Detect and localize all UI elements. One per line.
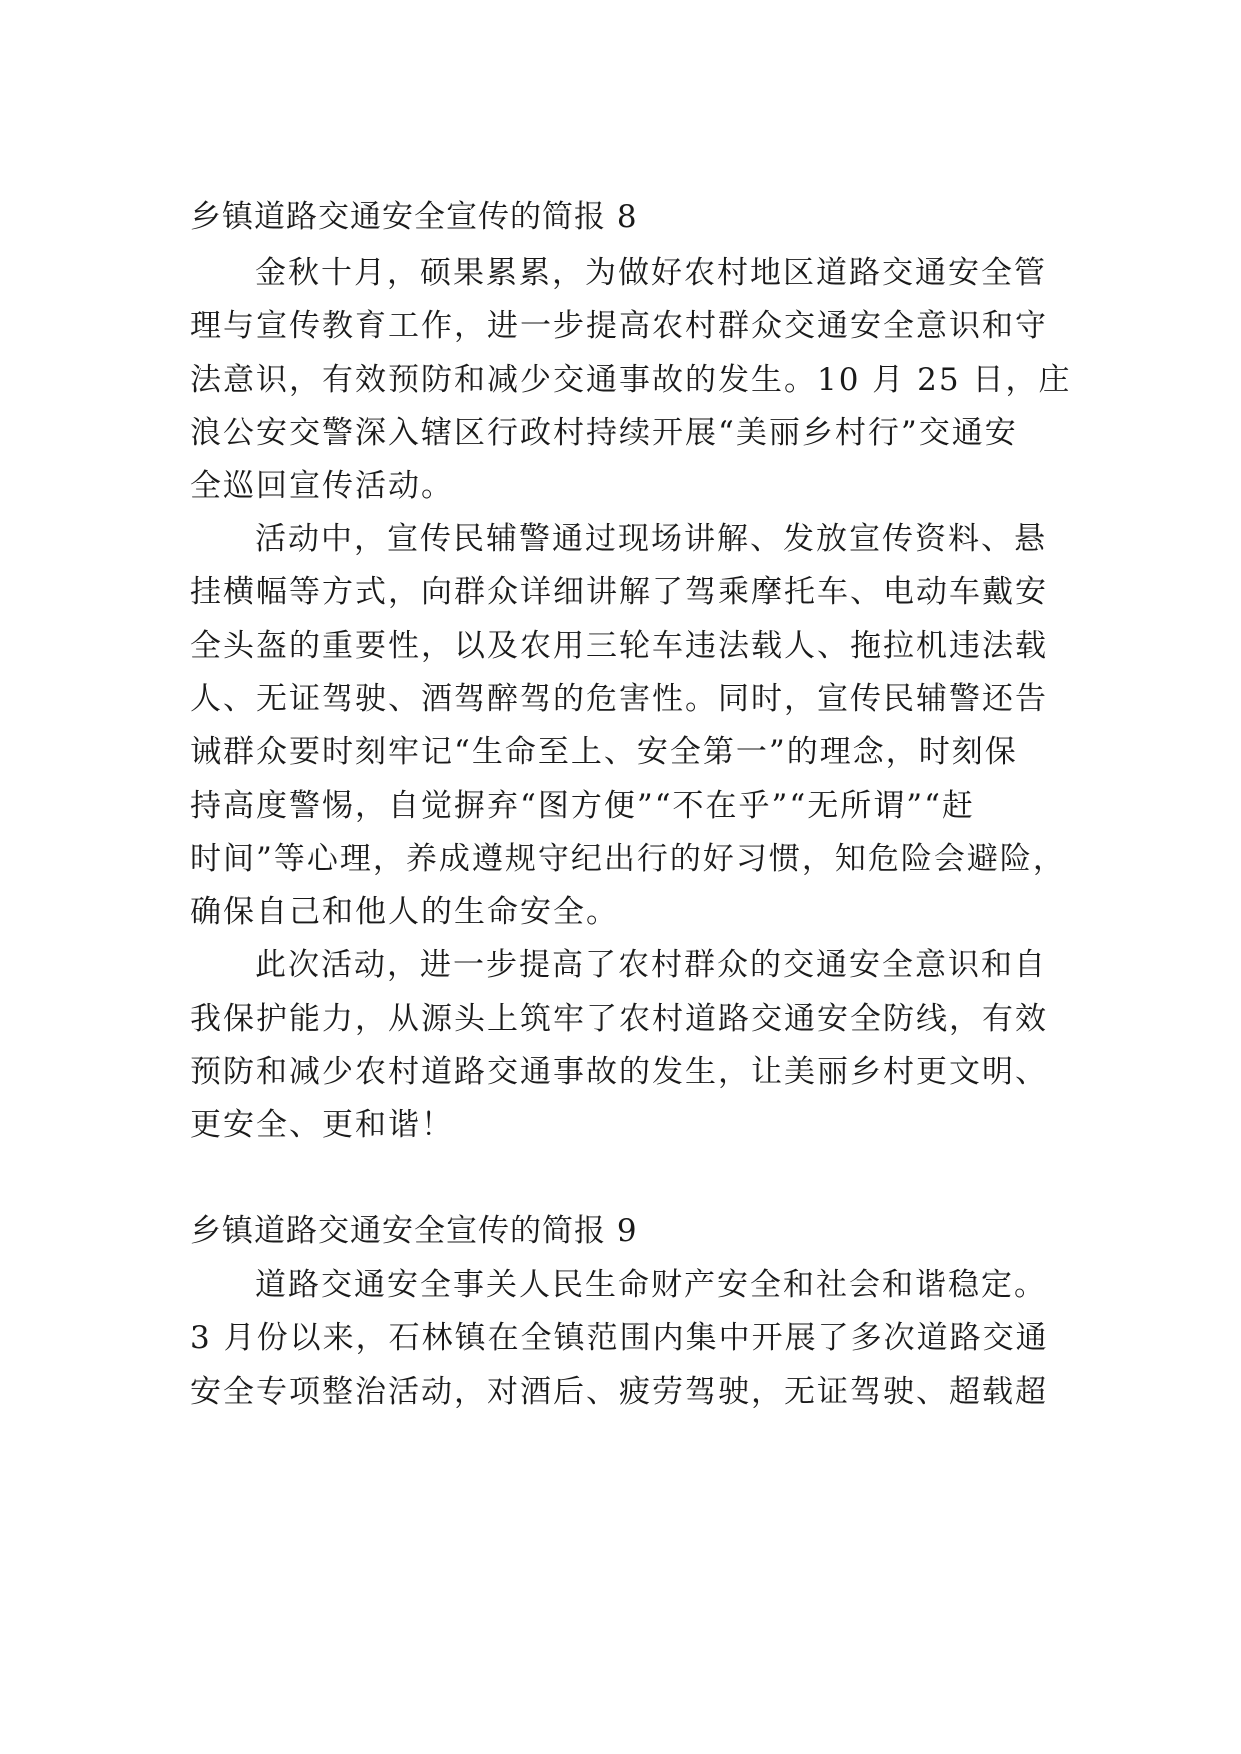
- section-title: 乡镇道路交通安全宣传的简报 8: [190, 199, 638, 235]
- paragraph-line: 全巡回宣传活动。: [190, 468, 454, 504]
- paragraph-line: 持高度警惕，自觉摒弃“图方便”“不在乎”“无所谓”“赶: [190, 788, 975, 824]
- paragraph-line: 挂横幅等方式，向群众详细讲解了驾乘摩托车、电动车戴安: [190, 574, 1048, 610]
- paragraph-line: 3 月份以来，石林镇在全镇范围内集中开展了多次道路交通: [190, 1320, 1049, 1356]
- section-title: 乡镇道路交通安全宣传的简报 9: [190, 1213, 638, 1249]
- paragraph-line: 更安全、更和谐！: [190, 1107, 454, 1143]
- paragraph-line: 理与宣传教育工作，进一步提高农村群众交通安全意识和守: [190, 308, 1048, 344]
- paragraph-line: 人、无证驾驶、酒驾醉驾的危害性。同时，宣传民辅警还告: [190, 681, 1048, 717]
- paragraph-line: 道路交通安全事关人民生命财产安全和社会和谐稳定。: [255, 1267, 1047, 1303]
- paragraph-line: 确保自己和他人的生命安全。: [190, 894, 619, 930]
- paragraph-line: 全头盔的重要性，以及农用三轮车违法载人、拖拉机违法载: [190, 628, 1048, 664]
- paragraph-line: 浪公安交警深入辖区行政村持续开展“美丽乡村行”交通安: [190, 415, 1018, 451]
- paragraph-line: 诫群众要时刻牢记“生命至上、安全第一”的理念，时刻保: [190, 734, 1018, 770]
- paragraph-line: 法意识，有效预防和减少交通事故的发生。10 月 25 日，庄: [190, 362, 1072, 398]
- paragraph-line: 活动中，宣传民辅警通过现场讲解、发放宣传资料、悬: [255, 521, 1047, 557]
- paragraph-line: 此次活动，进一步提高了农村群众的交通安全意识和自: [255, 947, 1047, 983]
- paragraph-line: 金秋十月，硕果累累，为做好农村地区道路交通安全管: [255, 255, 1047, 291]
- paragraph-line: 预防和减少农村道路交通事故的发生，让美丽乡村更文明、: [190, 1054, 1048, 1090]
- paragraph-line: 我保护能力，从源头上筑牢了农村道路交通安全防线，有效: [190, 1001, 1048, 1037]
- paragraph-line: 安全专项整治活动，对酒后、疲劳驾驶，无证驾驶、超载超: [190, 1374, 1048, 1410]
- paragraph-line: 时间”等心理，养成遵规守纪出行的好习惯，知危险会避险，: [190, 841, 1066, 877]
